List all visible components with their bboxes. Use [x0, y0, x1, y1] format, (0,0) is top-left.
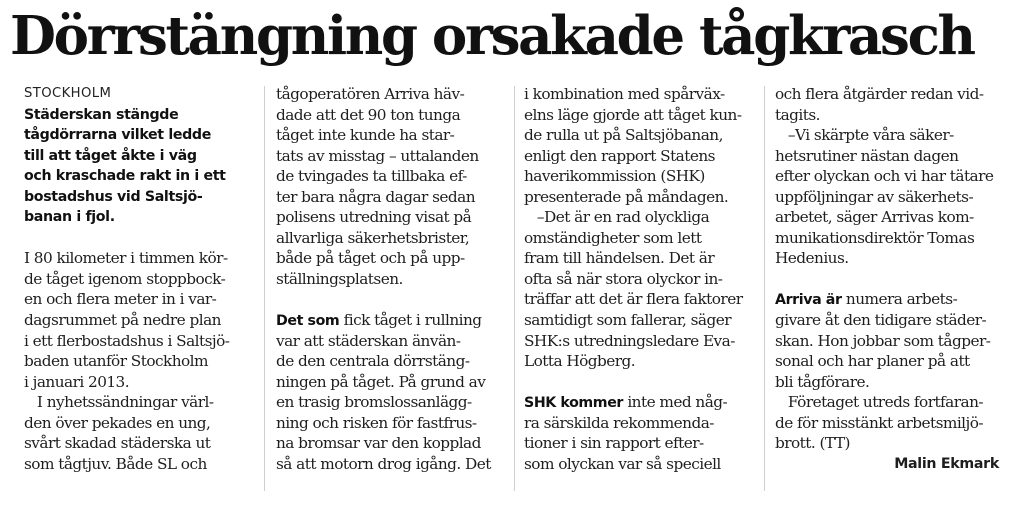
body-line: tåget inte kunde ha star- [276, 126, 455, 145]
ingress-line: tågdörrarna vilket ledde [24, 127, 211, 144]
body-line: –Det är en rad olyckliga [524, 208, 710, 227]
ingress-line: bostadshus vid Saltsjö- [24, 188, 203, 205]
subhead-line [276, 310, 514, 331]
subhead-line [524, 392, 762, 413]
body-line: så att motorn drog igång. Det [276, 454, 491, 473]
body-line: de den centrala dörrstäng- [276, 352, 470, 371]
body-line: fram till händelsen. Det är [524, 249, 715, 268]
body-line: hetsrutiner nästan dagen [775, 146, 959, 165]
body-line: som olyckan var så speciell [524, 454, 721, 473]
body-line: ra särskilda rekommenda- [524, 413, 714, 432]
body-line: elns läge gjorde att tåget kun- [524, 105, 742, 124]
body-line: en och flera meter in i var- [24, 290, 217, 309]
article-column-2 [276, 84, 514, 474]
column-divider [264, 86, 265, 491]
body-line: ter bara några dagar sedan [276, 187, 476, 206]
body-line: haverikommission (SHK) [524, 167, 705, 186]
body-line: ofta så när stora olyckor in- [524, 269, 723, 288]
ingress-line: och kraschade rakt in i ett [24, 168, 226, 185]
body-line: i kombination med spårväx- [524, 85, 725, 103]
body-line: omständigheter som lett [524, 228, 702, 247]
body-line: efter olyckan och vi har tätare [775, 167, 994, 186]
ingress [24, 105, 262, 228]
paragraph-gap [24, 228, 262, 249]
body-line: de tåget igenom stoppbock- [24, 269, 226, 288]
dateline: STOCKHOLM [24, 86, 112, 101]
lead-in-rest: numera arbets- [841, 290, 958, 309]
body-line: var att städerskan änvän- [276, 331, 461, 350]
body-line: SHK:s utredningsledare Eva- [524, 331, 735, 350]
body-line: en trasig bromslossanlägg- [276, 393, 472, 412]
body-line: polisens utredning visat på [276, 208, 472, 227]
body-line: ställningsplatsen. [276, 269, 403, 288]
body-line: tats av misstag – uttalanden [276, 146, 479, 165]
body-line: uppföljningar av säkerhets- [775, 187, 974, 206]
lead-in: Det som [276, 313, 340, 330]
ingress-line: Städerskan stängde [24, 106, 179, 123]
body-line: i januari 2013. [24, 372, 130, 391]
body-line: sonal och har planer på att [775, 352, 970, 371]
lead-in-rest: inte med någ- [623, 393, 728, 412]
body-line: enligt den rapport Statens [524, 146, 715, 165]
body-line: som tågtjuv. Både SL och [24, 454, 207, 473]
column-divider [514, 86, 515, 491]
body-line: den över pekades en ung, [24, 413, 211, 432]
lead-in-rest: fick tåget i rullning [339, 311, 482, 330]
paragraph-gap [276, 289, 514, 310]
ingress-line: till att tåget åkte i väg [24, 147, 197, 164]
article-column-4 [775, 84, 1007, 474]
subhead-line [775, 289, 1007, 310]
article-column-3 [524, 84, 762, 474]
body-line: dade att det 90 ton tunga [276, 105, 461, 124]
article-column-1 [24, 84, 262, 474]
headline: Dörrstängning orsakade tågkrasch [10, 5, 974, 67]
body-line: de rulla ut på Saltsjöbanan, [524, 126, 723, 145]
body-line: na bromsar var den kopplad [276, 434, 481, 453]
body-line: dagsrummet på nedre plan [24, 311, 221, 330]
paragraph-gap [524, 372, 762, 393]
paragraph-gap [775, 269, 1007, 290]
body-line: munikationsdirektör Tomas [775, 228, 975, 247]
body-line: bli tågförare. [775, 372, 870, 391]
body-line: presenterade på måndagen. [524, 187, 729, 206]
lead-in: SHK kommer [524, 395, 624, 412]
body-line: Företaget utreds fortfaran- [775, 393, 983, 412]
body-line: Lotta Högberg. [524, 352, 636, 371]
body-line: och flera åtgärder redan vid- [775, 85, 984, 103]
body-text [24, 248, 262, 474]
body-line: tagits. [775, 105, 820, 124]
byline: Malin Ekmark [894, 455, 999, 472]
body-line: brott. (TT) [775, 434, 850, 453]
body-line: de för misstänkt arbetsmiljö- [775, 413, 983, 432]
body-line: arbetet, säger Arrivas kom- [775, 208, 974, 227]
body-line: baden utanför Stockholm [24, 352, 208, 371]
body-line: givare åt den tidigare städer- [775, 311, 987, 330]
body-line: tågoperatören Arriva häv- [276, 85, 465, 103]
ingress-line: banan i fjol. [24, 209, 115, 226]
body-line: svårt skadad städerska ut [24, 434, 211, 453]
body-line: allvarliga säkerhetsbrister, [276, 228, 470, 247]
body-line: I 80 kilometer i timmen kör- [24, 249, 228, 268]
body-line: i ett flerbostadshus i Saltsjö- [24, 331, 230, 350]
body-line: ningen på tåget. På grund av [276, 372, 486, 391]
column-divider [764, 86, 765, 491]
lead-in: Arriva är [775, 292, 842, 309]
body-line: tioner i sin rapport efter- [524, 434, 704, 453]
body-line: –Vi skärpte våra säker- [775, 126, 954, 145]
body-line: ning och risken för fastfrus- [276, 413, 477, 432]
body-line: I nyhetssändningar värl- [24, 393, 214, 412]
body-line: skan. Hon jobbar som tågper- [775, 331, 991, 350]
body-line: träffar att det är flera faktorer [524, 290, 743, 309]
body-line: de tvingades ta tillbaka ef- [276, 167, 467, 186]
body-line: både på tåget och på upp- [276, 249, 465, 268]
body-line: samtidigt som fallerar, säger [524, 311, 732, 330]
body-line: Hedenius. [775, 249, 849, 268]
